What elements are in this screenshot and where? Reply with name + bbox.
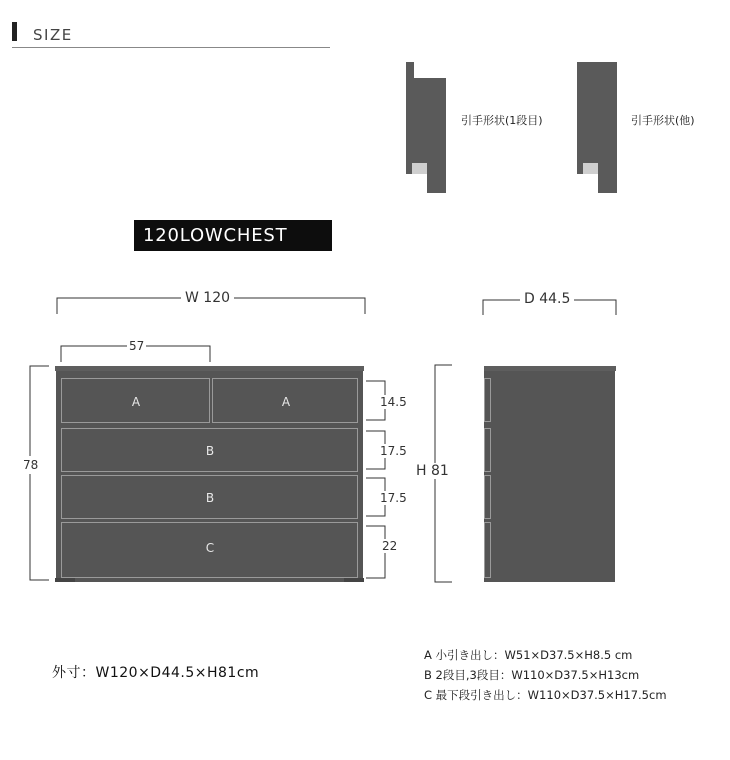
spec-a: A 小引き出し：W51×D37.5×H8.5 cm xyxy=(424,648,633,662)
model-name-badge: 120LOWCHEST xyxy=(134,220,332,251)
drawer-label-b-2: B xyxy=(205,491,215,505)
handle-profile-1st-drawer xyxy=(406,62,446,193)
drawer-label-c: C xyxy=(205,541,215,555)
drawer-label-a-left: A xyxy=(131,395,141,409)
drawer-height-4: 22 xyxy=(382,539,398,553)
overall-dimensions: 外寸：W120×D44.5×H81cm xyxy=(52,665,260,681)
drawer-height-3: 17.5 xyxy=(380,491,407,505)
section-title: SIZE xyxy=(33,26,73,44)
front-height-label: 78 xyxy=(23,458,39,472)
handle-profile-other-drawers xyxy=(577,62,617,193)
top-drawer-width-label: 57 xyxy=(129,339,145,353)
width-label: W 120 xyxy=(181,290,234,306)
side-view-chest xyxy=(484,366,616,582)
drawer-height-2: 17.5 xyxy=(380,444,407,458)
drawer-label-b-1: B xyxy=(205,444,215,458)
handle-label-1st: 引手形状(1段目) xyxy=(461,114,543,127)
drawer-height-1: 14.5 xyxy=(380,395,407,409)
handle-label-other: 引手形状(他) xyxy=(631,114,695,127)
spec-c: C 最下段引き出し：W110×D37.5×H17.5cm xyxy=(424,688,667,702)
depth-label: D 44.5 xyxy=(520,291,574,307)
drawer-label-a-right: A xyxy=(281,395,291,409)
side-height-label: H 81 xyxy=(412,463,453,479)
spec-b: B 2段目,3段目：W110×D37.5×H13cm xyxy=(424,668,640,682)
